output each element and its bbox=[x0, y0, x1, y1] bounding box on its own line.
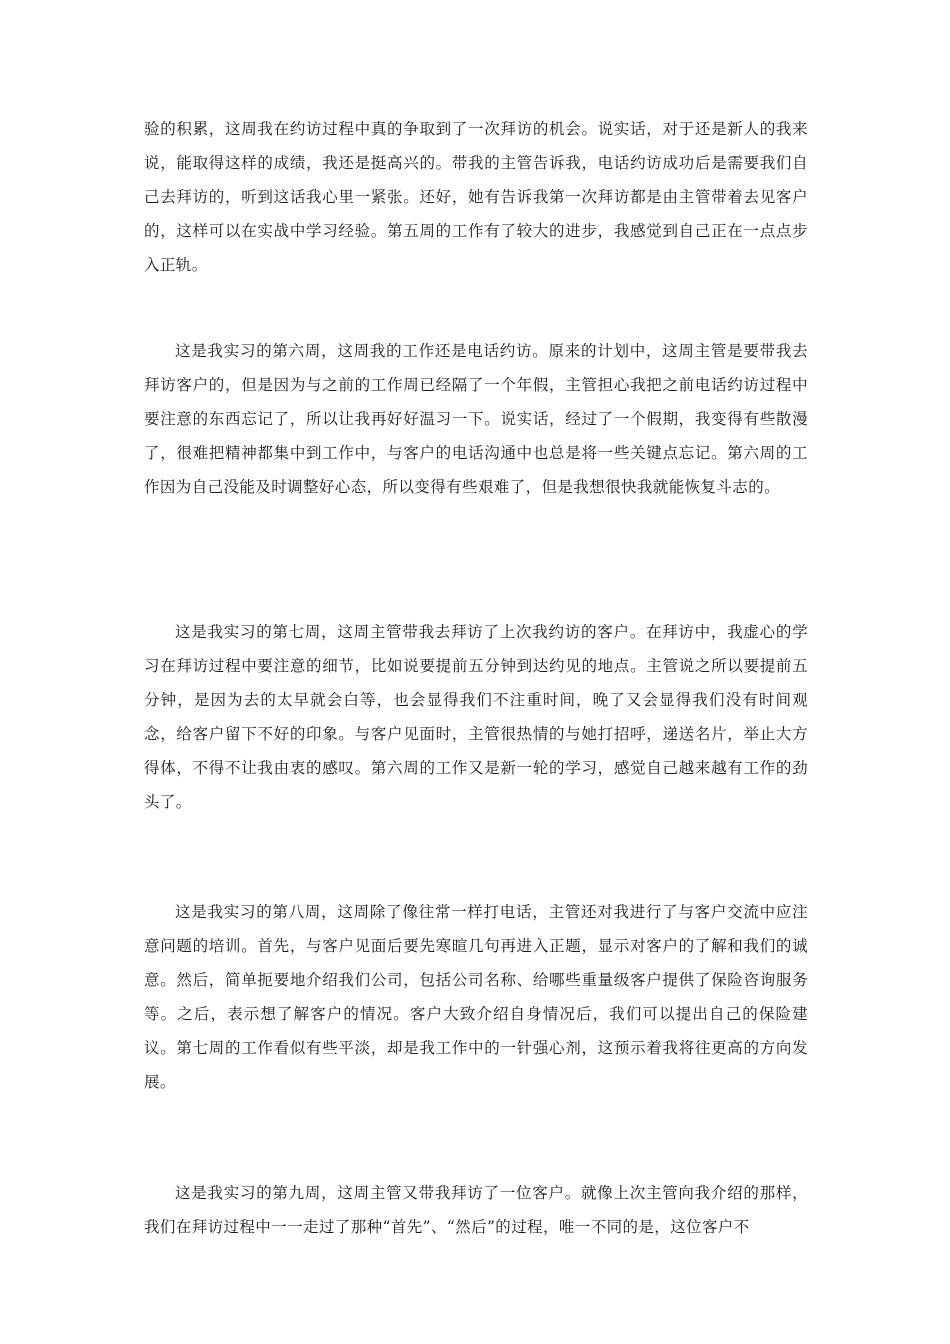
paragraph-week-nine: 这是我实习的第九周，这周主管又带我拜访了一位客户。就像上次主管向我介绍的那样，我们在拜访过程中一一走过了那种“首先”、“然后”的过程，唯一不同的是，这位客户不 bbox=[144, 1184, 808, 1236]
paragraph-week-six: 这是我实习的第六周，这周我的工作还是电话约访。原来的计划中，这周主管是要带我去拜访客户的，但是因为与之前的工作周已经隔了一个年假，主管担心我把之前电话约访过程中要注意的东西忘记了，所以让我再好好温习一下。说实话，经过了一个假期，我变得有些散漫了，很难把精神都集中到工作中，与客户的电话沟通中也总是将一些关键点忘记。第六周的工作因为自己没能及时调整好心态，所以变得有些艰难了，但是我想很快我就能恢复斗志的。 bbox=[144, 342, 808, 496]
paragraph-week-seven: 这是我实习的第七周，这周主管带我去拜访了上次我约访的客户。在拜访中，我虚心的学习在拜访过程中要注意的细节，比如说要提前五分钟到达约见的地点。主管说之所以要提前五分钟，是因为去的太早就会白等，也会显得我们不注重时间，晚了又会显得我们没有时间观念，给客户留下不好的印象。与客户见面时，主管很热情的与她打招呼，递送名片，举止大方得体，不得不让我由衷的感叹。第六周的工作又是新一轮的学习，感觉自己越来越有工作的劲头了。 bbox=[144, 623, 808, 811]
paragraph-week-five-continued: 验的积累，这周我在约访过程中真的争取到了一次拜访的机会。说实话，对于还是新人的我来说，能取得这样的成绩，我还是挺高兴的。带我的主管告诉我，电话约访成功后是需要我们自己去拜访的，听到这话我心里一紧张。还好，她有告诉我第一次拜访都是由主管带着去见客户的，这样可以在实战中学习经验。第五周的工作有了较大的进步，我感觉到自己正在一点点步入正轨。 bbox=[144, 120, 808, 274]
paragraph-week-eight: 这是我实习的第八周，这周除了像往常一样打电话，主管还对我进行了与客户交流中应注意问题的培训。首先，与客户见面后要先寒暄几句再进入正题，显示对客户的了解和我们的诚意。然后，简单扼要地介绍我们公司，包括公司名称、给哪些重量级客户提供了保险咨询服务等。之后，表示想了解客户的情况。客户大致介绍自身情况后，我们可以提出自己的保险建议。第七周的工作看似有些平淡，却是我工作中的一针强心剂，这预示着我将往更高的方向发展。 bbox=[144, 903, 808, 1091]
